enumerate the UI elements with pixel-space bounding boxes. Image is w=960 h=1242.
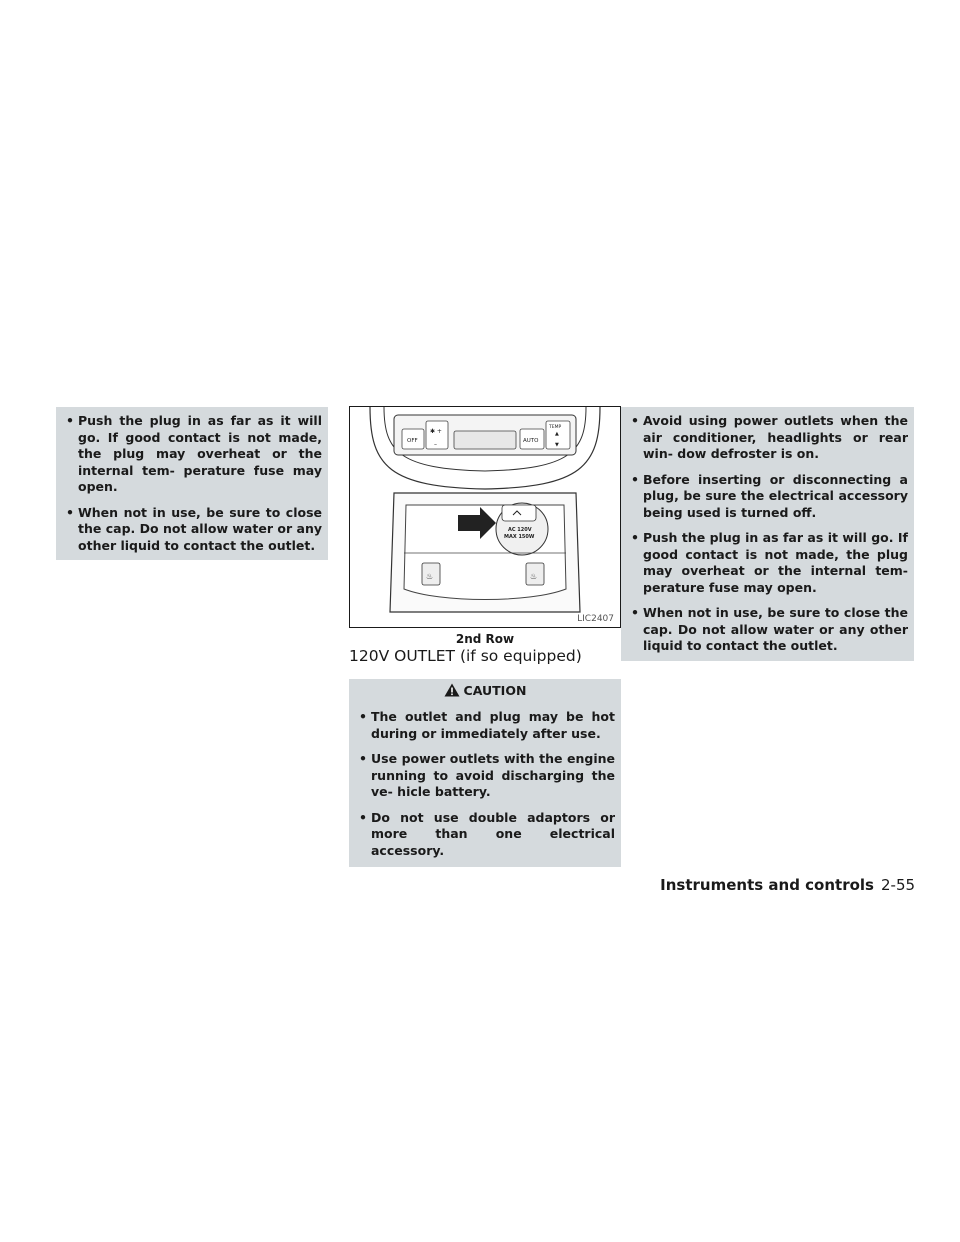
svg-text:–: – (434, 441, 437, 448)
svg-text:✱ +: ✱ + (430, 428, 442, 435)
svg-text:♨: ♨ (530, 572, 538, 581)
off-label: OFF (407, 438, 418, 444)
right-note-item: • Avoid using power outlets when the air conditioner, headlights or rear win- dow defroster is on. (629, 413, 908, 463)
left-note-item: • Push the plug in as far as it will go. If good contact is not made, the plug may overheat or the internal tem- perature fuse may open. (64, 413, 322, 496)
caution-box (349, 679, 621, 867)
caution-item: • The outlet and plug may be hot during or immediately after use. (357, 709, 615, 742)
right-note-item: • Before inserting or disconnecting a plug, be sure the electrical accessory being used is turned off. (629, 472, 908, 522)
rear-console-illustration (350, 407, 620, 627)
figure-caption: 2nd Row (455, 632, 515, 646)
left-notes-box (56, 407, 328, 560)
caution-item: • Use power outlets with the engine running to avoid discharging the ve- hicle battery. (357, 751, 615, 801)
right-notes-box (621, 407, 914, 661)
right-note-item: • When not in use, be sure to close the cap. Do not allow water or any other liquid to contact the outlet. (629, 605, 908, 655)
section-heading: 120V OUTLET (if so equipped) (349, 647, 582, 665)
auto-label: AUTO (523, 438, 539, 444)
svg-text:♨: ♨ (426, 572, 434, 581)
svg-text:▼: ▼ (555, 442, 559, 448)
outlet-label-voltage: AC 120V (508, 527, 532, 533)
footer-page-number: 2-55 (881, 876, 916, 894)
svg-text:▲: ▲ (555, 431, 559, 437)
temp-label: TEMP (549, 425, 562, 430)
caution-title: CAUTION (463, 682, 527, 698)
outlet-figure (349, 406, 621, 628)
caution-header (349, 679, 621, 701)
figure-code: LIC2407 (577, 614, 614, 624)
outlet-label-max: MAX 150W (504, 534, 535, 540)
right-note-item: • Push the plug in as far as it will go. If good contact is not made, the plug may overheat or the internal tem- perature fuse may open. (629, 530, 908, 596)
warning-icon (444, 683, 460, 697)
left-note-item: • When not in use, be sure to close the cap. Do not allow water or any other liquid to contact the outlet. (64, 505, 322, 555)
footer-section-title: Instruments and controls (660, 876, 874, 894)
caution-item: • Do not use double adaptors or more than one electrical accessory. (357, 810, 615, 860)
